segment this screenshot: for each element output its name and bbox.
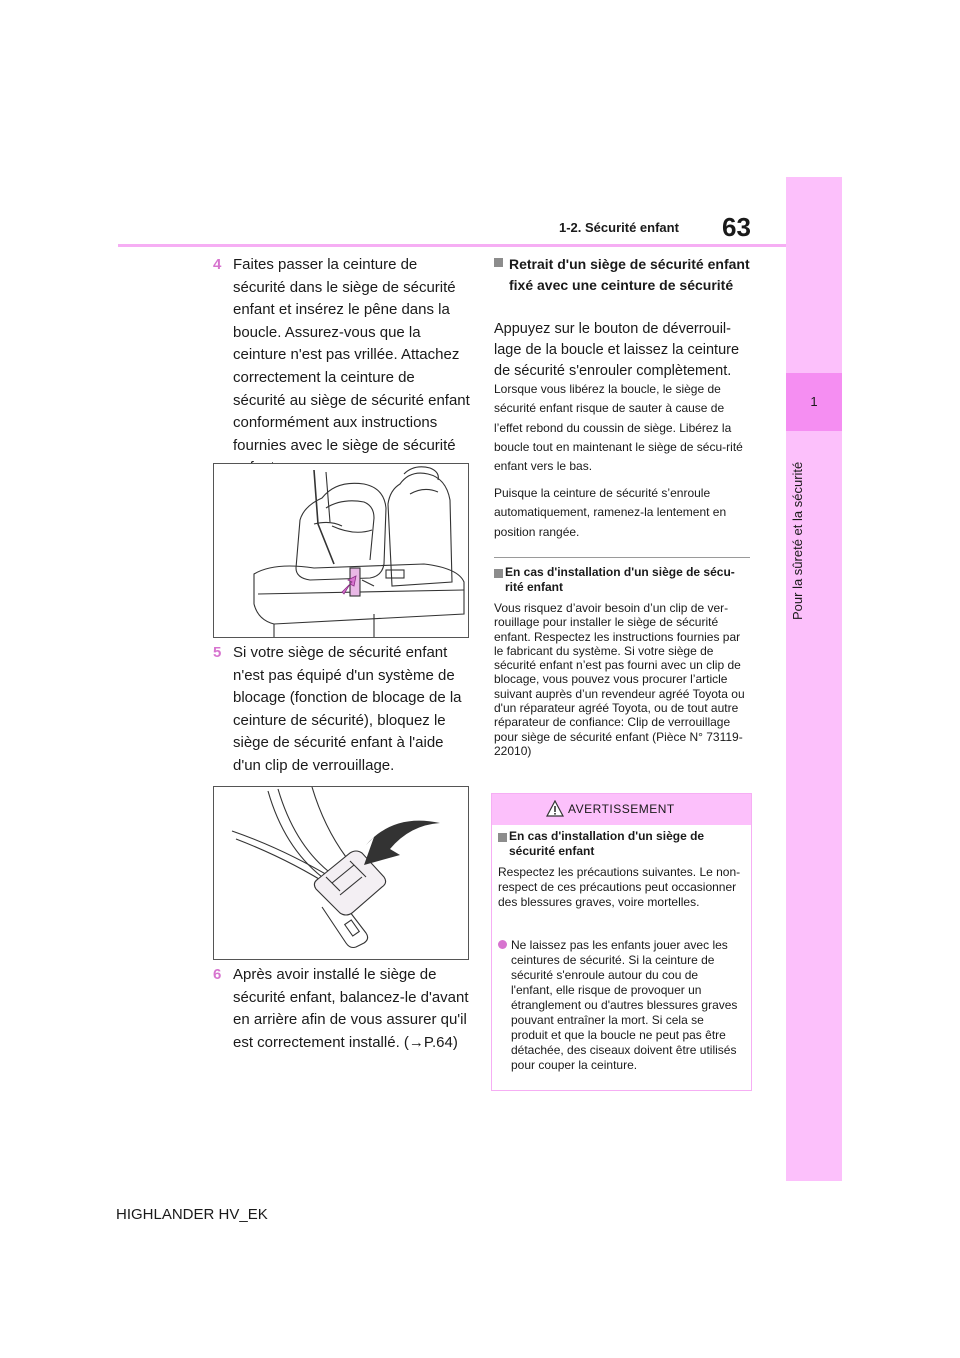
step-text: Après avoir installé le siège de sécurité enfant, balancez-le d'avant en arrière afin de vous assurer qu'il est correctement installé. (→P.64) [233,966,469,1051]
warning-header [492,794,751,825]
heading-text: Retrait d'un siège de sécurité enfant fixé avec une ceinture de sécurité [509,256,750,293]
warning-triangle-icon [546,800,564,817]
bullet-dot-icon [498,940,507,949]
chapter-label [790,430,810,620]
step-4 [213,254,471,480]
step-6 [213,964,471,1054]
section-divider [494,557,750,558]
heading-text: En cas d'installation d'un siège de sécu-rité enfant [505,565,735,594]
chapter-tab [786,373,842,431]
child-seat-illustration [213,463,469,638]
footer-model: HIGHLANDER HV_EK [116,1206,268,1223]
section-title: 1-2. Sécurité enfant [559,220,679,235]
bullet-text: Ne laissez pas les enfants jouer avec les ceintures de sécurité. Si la ceinture de sécurité s'enroule autour du cou de l'enfant, elle risque de provoquer un étranglement ou d'autres blessures graves pouvant entraîner la mort. Si cela se produit et que la boucle ne peut pas être détachée, des ciseaux doivent être utilisés pour couper la ceinture. [511,938,738,1072]
warning-title: AVERTISSEMENT [568,802,675,816]
section-heading-removal [494,254,752,296]
locking-clip-illustration [213,786,469,960]
step-number: 6 [213,966,222,983]
removal-paragraph: Appuyez sur le bouton de déverrouil-lage de la boucle et laissez la ceinture de sécurité s'enrouler complètement. [494,321,740,379]
child-seat-drawing [214,464,468,637]
chapter-number: 1 [810,394,818,409]
subheading-installation [494,565,752,595]
step-text: Si votre siège de sécurité enfant n'est pas équipé d'un système de blocage (fonction de blocage de la ceinture de sécurité), bloquez le siège de sécurité enfant à l'aide d'un clip de verrouillage. [233,644,462,774]
heading-marker-icon [494,569,503,578]
chapter-title: Pour la sûreté et la sécurité [790,461,805,620]
installation-paragraph: Vous risquez d’avoir besoin d’un clip de ver-rouillage pour installer le siège de sécurité enfant. Respectez les instructions fournies par le fabricant du système. Si votre siège de sécurité enfant n’est pas fourni avec un clip de blocage, vous pouvez vous procurer l’article suivant auprès d’un revendeur agréé Toyota ou d'un réparateur agréé Toyota, ou de tout autre réparateur de confiance: Clip de verrouillage pour siège de sécurité enfant (Pièce N° 73119-22010) [494,601,745,758]
heading-marker-icon [498,833,507,842]
header-rule [118,244,786,247]
heading-text: En cas d'installation d'un siège de sécurité enfant [509,829,705,858]
warning-paragraph: Respectez les précautions suivantes. Le non-respect de ces précautions peut occasionner des blessures graves, voire mortelles. [498,865,741,909]
removal-note-2: Puisque la ceinture de sécurité s’enroule automatiquement, ramenez-la lentement en position rangée. [494,486,727,539]
step-number: 5 [213,644,222,661]
locking-clip-drawing [214,787,468,959]
warning-box [491,793,752,1091]
warning-bullet [498,938,742,1073]
removal-note-1: Lorsque vous libérez la boucle, le siège de sécurité enfant risque de sauter à cause de l’effet rebond du coussin de siège. Libérez la boucle tout en maintenant le siège de sécu-rité enfant vers le bas. [494,382,743,474]
page-number: 63 [722,212,751,242]
warning-heading [498,829,742,859]
step-text: Faites passer la ceinture de sécurité dans le siège de sécurité enfant et insérez le pêne dans la boucle. Assurez-vous que la ceinture n'est pas vrillée. Attachez correctement la ceinture de sécurité au siège de sécurité enfant conformément aux instructions fournies avec le siège de sécurité [233,256,470,454]
heading-marker-icon [494,258,503,267]
step-5 [213,642,471,778]
step-number: 4 [213,256,222,273]
side-tab-band [786,177,842,1181]
